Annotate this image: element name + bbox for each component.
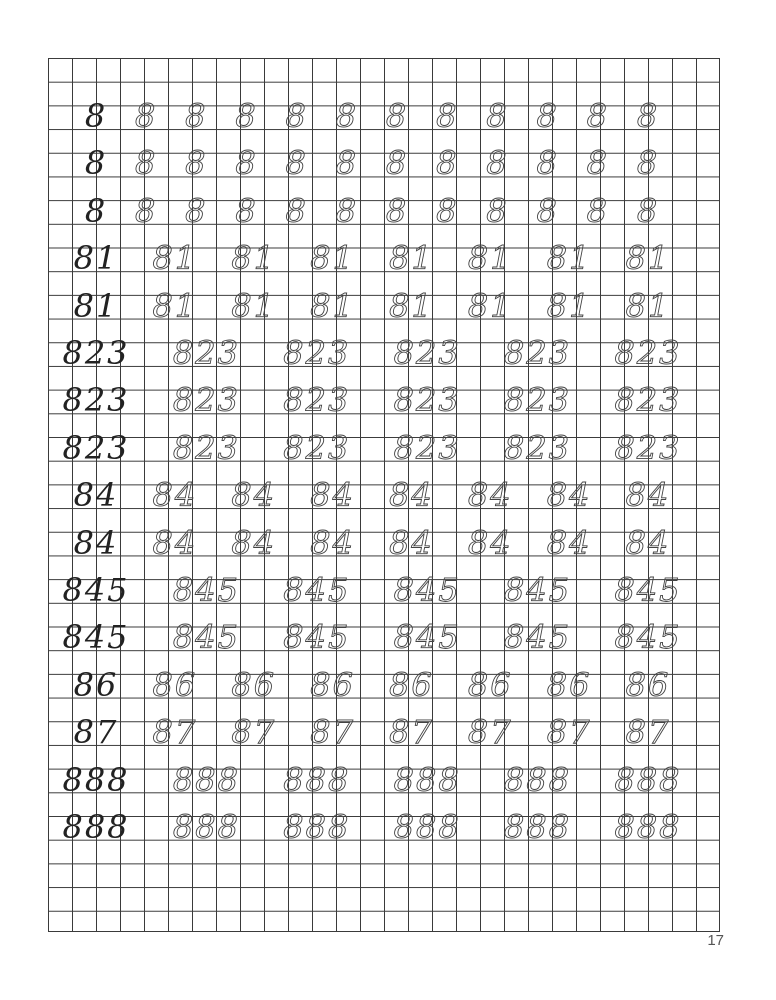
practice-row bbox=[48, 140, 719, 187]
trace-number: 8 bbox=[285, 191, 308, 230]
trace-number: 823 bbox=[172, 381, 240, 420]
trace-number: 888 bbox=[393, 808, 461, 846]
trace-number: 8 bbox=[586, 144, 609, 183]
trace-number: 87 bbox=[310, 713, 355, 752]
trace-number: 8 bbox=[335, 97, 359, 135]
trace-number: 8 bbox=[385, 144, 409, 183]
trace-number: 888 bbox=[504, 808, 572, 846]
practice-row bbox=[48, 757, 719, 804]
trace-number: 87 bbox=[467, 713, 513, 752]
trace-number: 81 bbox=[310, 239, 355, 278]
trace-number: 8 bbox=[436, 191, 459, 230]
trace-number: 823 bbox=[172, 334, 240, 372]
model-number: 8 bbox=[84, 97, 108, 135]
trace-number: 823 bbox=[614, 334, 682, 372]
model-number: 845 bbox=[62, 618, 130, 657]
trace-number: 8 bbox=[436, 144, 459, 183]
trace-number: 8 bbox=[536, 144, 559, 183]
trace-number: 888 bbox=[614, 760, 682, 799]
practice-row bbox=[48, 283, 719, 330]
model-number: 823 bbox=[62, 428, 130, 467]
trace-number: 888 bbox=[283, 760, 351, 799]
trace-number: 845 bbox=[172, 571, 240, 609]
trace-number: 81 bbox=[310, 286, 355, 325]
trace-number: 86 bbox=[467, 665, 513, 704]
trace-number: 823 bbox=[614, 428, 682, 467]
practice-row bbox=[48, 520, 719, 567]
trace-number: 84 bbox=[389, 476, 434, 515]
practice-row bbox=[48, 614, 719, 661]
trace-number: 888 bbox=[614, 808, 682, 846]
trace-number: 8 bbox=[385, 97, 409, 135]
trace-number: 84 bbox=[231, 476, 277, 515]
model-number: 845 bbox=[62, 571, 130, 609]
trace-number: 81 bbox=[231, 286, 277, 325]
trace-number: 8 bbox=[335, 144, 359, 183]
trace-number: 823 bbox=[172, 428, 240, 467]
trace-number: 81 bbox=[546, 286, 592, 325]
trace-number: 8 bbox=[134, 191, 158, 230]
trace-number: 87 bbox=[546, 713, 592, 752]
trace-number: 84 bbox=[625, 476, 671, 515]
model-number: 888 bbox=[62, 760, 130, 799]
trace-number: 86 bbox=[389, 665, 434, 704]
practice-row bbox=[48, 93, 719, 140]
trace-number: 84 bbox=[625, 523, 671, 562]
trace-number: 845 bbox=[614, 571, 682, 609]
trace-number: 84 bbox=[389, 523, 434, 562]
trace-number: 8 bbox=[486, 191, 509, 230]
trace-number: 8 bbox=[636, 144, 660, 183]
trace-number: 84 bbox=[546, 476, 592, 515]
trace-number: 823 bbox=[393, 334, 461, 372]
trace-number: 888 bbox=[283, 808, 351, 846]
trace-number: 86 bbox=[152, 665, 198, 704]
model-number: 823 bbox=[62, 381, 130, 420]
trace-number: 8 bbox=[636, 191, 660, 230]
model-number: 888 bbox=[62, 808, 130, 846]
trace-number: 8 bbox=[636, 97, 660, 135]
trace-number: 8 bbox=[486, 144, 509, 183]
trace-number: 8 bbox=[185, 191, 208, 230]
practice-row bbox=[48, 425, 719, 472]
trace-number: 845 bbox=[283, 618, 351, 657]
practice-row bbox=[48, 709, 719, 756]
trace-number: 823 bbox=[393, 428, 461, 467]
trace-number: 8 bbox=[536, 191, 559, 230]
trace-number: 823 bbox=[283, 334, 351, 372]
trace-number: 823 bbox=[504, 428, 572, 467]
grid-paper bbox=[48, 58, 720, 932]
trace-number: 845 bbox=[393, 571, 461, 609]
trace-number: 84 bbox=[310, 523, 355, 562]
practice-row bbox=[48, 804, 719, 851]
trace-number: 845 bbox=[614, 618, 682, 657]
trace-number: 81 bbox=[546, 239, 592, 278]
practice-row bbox=[48, 662, 719, 709]
trace-number: 81 bbox=[467, 286, 513, 325]
model-number: 823 bbox=[62, 334, 130, 372]
trace-number: 8 bbox=[235, 191, 258, 230]
trace-number: 84 bbox=[467, 476, 513, 515]
model-number: 84 bbox=[73, 523, 119, 562]
trace-number: 823 bbox=[283, 381, 351, 420]
model-number: 8 bbox=[84, 191, 108, 230]
trace-number: 888 bbox=[172, 808, 240, 846]
trace-number: 81 bbox=[389, 286, 434, 325]
trace-number: 845 bbox=[504, 571, 572, 609]
trace-number: 8 bbox=[185, 97, 208, 135]
trace-number: 8 bbox=[134, 144, 158, 183]
trace-number: 81 bbox=[231, 239, 277, 278]
trace-number: 8 bbox=[185, 144, 208, 183]
trace-number: 84 bbox=[231, 523, 277, 562]
trace-number: 8 bbox=[536, 97, 559, 135]
model-number: 8 bbox=[84, 144, 108, 183]
trace-number: 823 bbox=[283, 428, 351, 467]
practice-row bbox=[48, 188, 719, 235]
trace-number: 8 bbox=[285, 97, 308, 135]
practice-row bbox=[48, 330, 719, 377]
page-number: 17 bbox=[707, 932, 724, 949]
practice-rows bbox=[48, 58, 719, 931]
trace-number: 823 bbox=[504, 381, 572, 420]
trace-number: 8 bbox=[586, 97, 609, 135]
trace-number: 87 bbox=[625, 713, 671, 752]
trace-number: 845 bbox=[504, 618, 572, 657]
practice-row bbox=[48, 377, 719, 424]
trace-number: 81 bbox=[625, 239, 671, 278]
trace-number: 8 bbox=[134, 97, 158, 135]
trace-number: 84 bbox=[467, 523, 513, 562]
trace-number: 87 bbox=[389, 713, 434, 752]
model-number: 81 bbox=[73, 239, 119, 278]
trace-number: 8 bbox=[235, 144, 258, 183]
practice-row bbox=[48, 235, 719, 282]
trace-number: 888 bbox=[393, 760, 461, 799]
trace-number: 8 bbox=[335, 191, 359, 230]
model-number: 87 bbox=[73, 713, 119, 752]
trace-number: 86 bbox=[310, 665, 355, 704]
trace-number: 888 bbox=[172, 760, 240, 799]
model-number: 81 bbox=[73, 286, 119, 325]
trace-number: 81 bbox=[152, 286, 198, 325]
trace-number: 8 bbox=[586, 191, 609, 230]
model-number: 86 bbox=[73, 665, 119, 704]
trace-number: 888 bbox=[504, 760, 572, 799]
trace-number: 87 bbox=[152, 713, 198, 752]
trace-number: 81 bbox=[467, 239, 513, 278]
trace-number: 81 bbox=[152, 239, 198, 278]
model-number: 84 bbox=[73, 476, 119, 515]
trace-number: 84 bbox=[152, 523, 198, 562]
trace-number: 845 bbox=[172, 618, 240, 657]
trace-number: 81 bbox=[389, 239, 434, 278]
trace-number: 8 bbox=[385, 191, 409, 230]
trace-number: 84 bbox=[152, 476, 198, 515]
trace-number: 823 bbox=[393, 381, 461, 420]
trace-number: 8 bbox=[235, 97, 258, 135]
trace-number: 823 bbox=[614, 381, 682, 420]
trace-number: 84 bbox=[310, 476, 355, 515]
trace-number: 845 bbox=[393, 618, 461, 657]
trace-number: 823 bbox=[504, 334, 572, 372]
practice-row bbox=[48, 472, 719, 519]
trace-number: 8 bbox=[285, 144, 308, 183]
trace-number: 86 bbox=[231, 665, 277, 704]
trace-number: 84 bbox=[546, 523, 592, 562]
trace-number: 8 bbox=[486, 97, 509, 135]
trace-number: 845 bbox=[283, 571, 351, 609]
practice-row bbox=[48, 567, 719, 614]
trace-number: 86 bbox=[625, 665, 671, 704]
trace-number: 8 bbox=[436, 97, 459, 135]
trace-number: 87 bbox=[231, 713, 277, 752]
trace-number: 81 bbox=[625, 286, 671, 325]
trace-number: 86 bbox=[546, 665, 592, 704]
